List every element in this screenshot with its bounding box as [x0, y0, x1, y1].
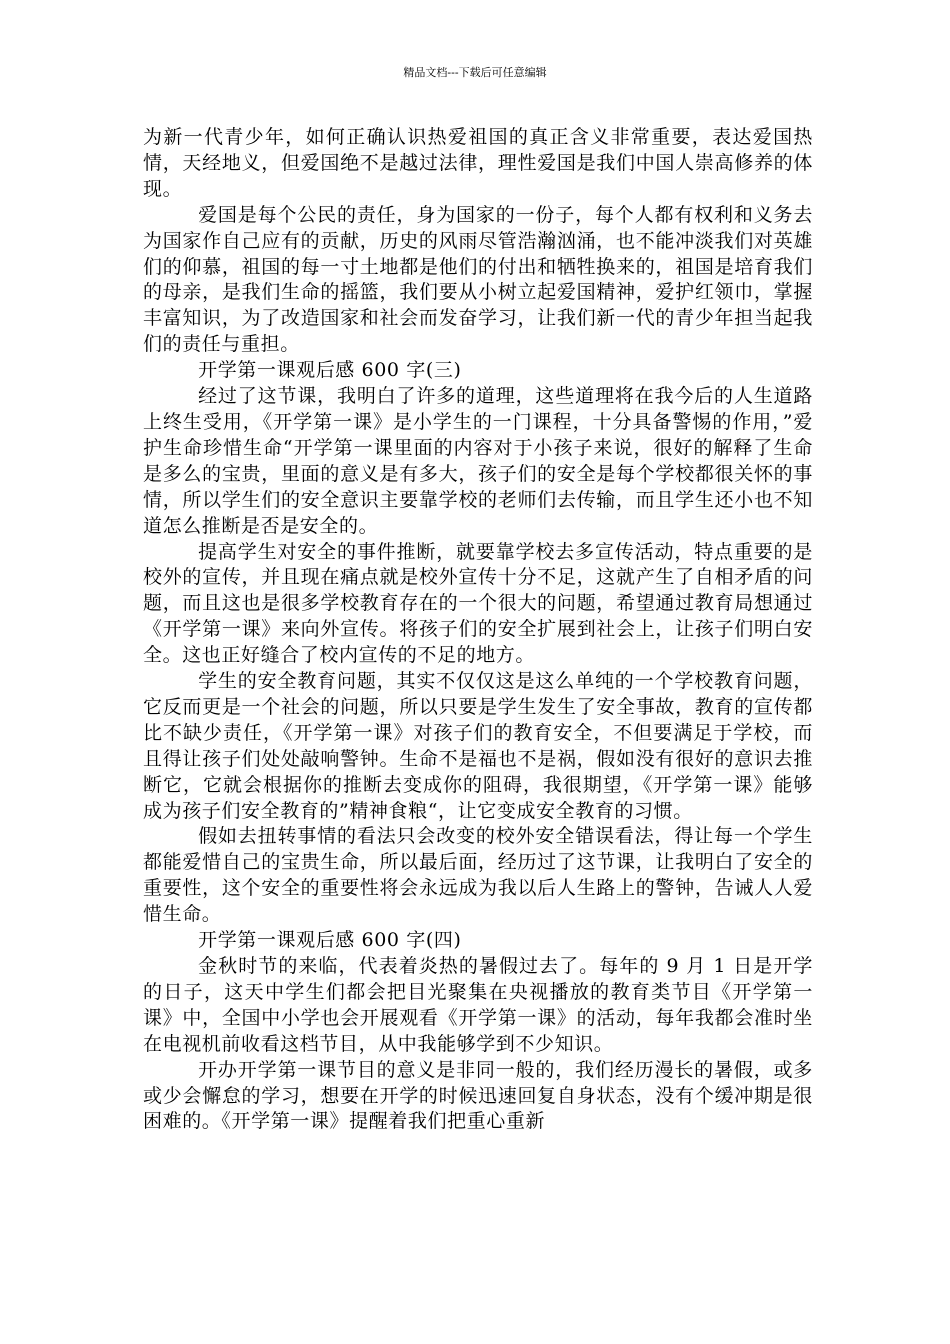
paragraph: 金秋时节的来临，代表着炎热的暑假过去了。每年的 9 月 1 日是开学的日子，这天中学生们都会把目光聚集在央视播放的教育类节目《开学第一课》中，全国中小学也会开展观看《开学第一课》的活动，每年我都会准时坐在电视机前收看这档节目，从中我能够学到不少知识。 — [143, 955, 813, 1055]
document-body — [143, 125, 813, 1135]
paragraph: 为新一代青少年，如何正确认识热爱祖国的真正含义非常重要，表达爱国热情，天经地义，但爱国绝不是越过法律，理性爱国是我们中国人崇高修养的体现。 — [143, 126, 813, 200]
paragraph: 提高学生对安全的事件推断，就要靠学校去多宣传活动，特点重要的是校外的宣传，并且现在痛点就是校外宣传十分不足，这就产生了自相矛盾的问题，而且这也是很多学校教育存在的一个很大的问题，希望通过教育局想通过《开学第一课》来向外宣传。将孩子们的安全扩展到社会上，让孩子们明白安全。这也正好缝合了校内宣传的不足的地方。 — [143, 540, 813, 667]
paragraph: 爱国是每个公民的责任，身为国家的一份子，每个人都有权利和义务去为国家作自己应有的贡献，历史的风雨尽管浩瀚汹涌，也不能冲淡我们对英雄们的仰慕，祖国的每一寸土地都是他们的付出和牺牲换来的，祖国是培育我们的母亲，是我们生命的摇篮，我们要从小树立起爱国精神，爱护红领巾，掌握丰富知识，为了改造国家和社会而发奋学习，让我们新一代的青少年担当起我们的责任与重担。 — [143, 203, 813, 356]
section-heading: 开学第一课观后感 600 字(四) — [198, 929, 462, 952]
paragraph: 学生的安全教育问题，其实不仅仅这是这么单纯的一个学校教育问题，它反而更是一个社会的问题，所以只要是学生发生了安全事故，教育的宣传都比不缺少责任，《开学第一课》对孩子们的教育安全，不但要满足于学校，而且得让孩子们处处敲响警钟。生命不是福也不是祸，假如没有很好的意识去推断它，它就会根据你的推断去变成你的阻碍，我很期望，《开学第一课》能够成为孩子们安全教育的”精神食粮“，让它变成安全教育的习惯。 — [143, 670, 813, 822]
paragraph: 开办开学第一课节目的意义是非同一般的，我们经历漫长的暑假，或多或少会懈怠的学习，想要在开学的时候迅速回复自身状态，没有个缓冲期是很困难的。《开学第一课》提醒着我们把重心重新 — [143, 1058, 813, 1133]
paragraph: 假如去扭转事情的看法只会改变的校外安全错误看法，得让每一个学生都能爱惜自己的宝贵生命，所以最后面，经历过了这节课，让我明白了安全的重要性，这个安全的重要性将会永远成为我以后人生路上的警钟，告诫人人爱惜生命。 — [143, 825, 813, 926]
page-header: 精品文档---下载后可任意编辑 — [403, 66, 547, 79]
section-heading: 开学第一课观后感 600 字(三) — [198, 359, 462, 382]
paragraph: 经过了这节课，我明白了许多的道理，这些道理将在我今后的人生道路上终生受用，《开学第一课》是小学生的一门课程，十分具备警惕的作用，”爱护生命珍惜生命“开学第一课里面的内容对于小孩子来说，很好的解释了生命是多么的宝贵，里面的意义是有多大，孩子们的安全是每个学校都很关怀的事情，所以学生们的安全意识主要靠学校的老师们去传输，而且学生还小也不知道怎么推断是否是安全的。 — [143, 385, 813, 537]
